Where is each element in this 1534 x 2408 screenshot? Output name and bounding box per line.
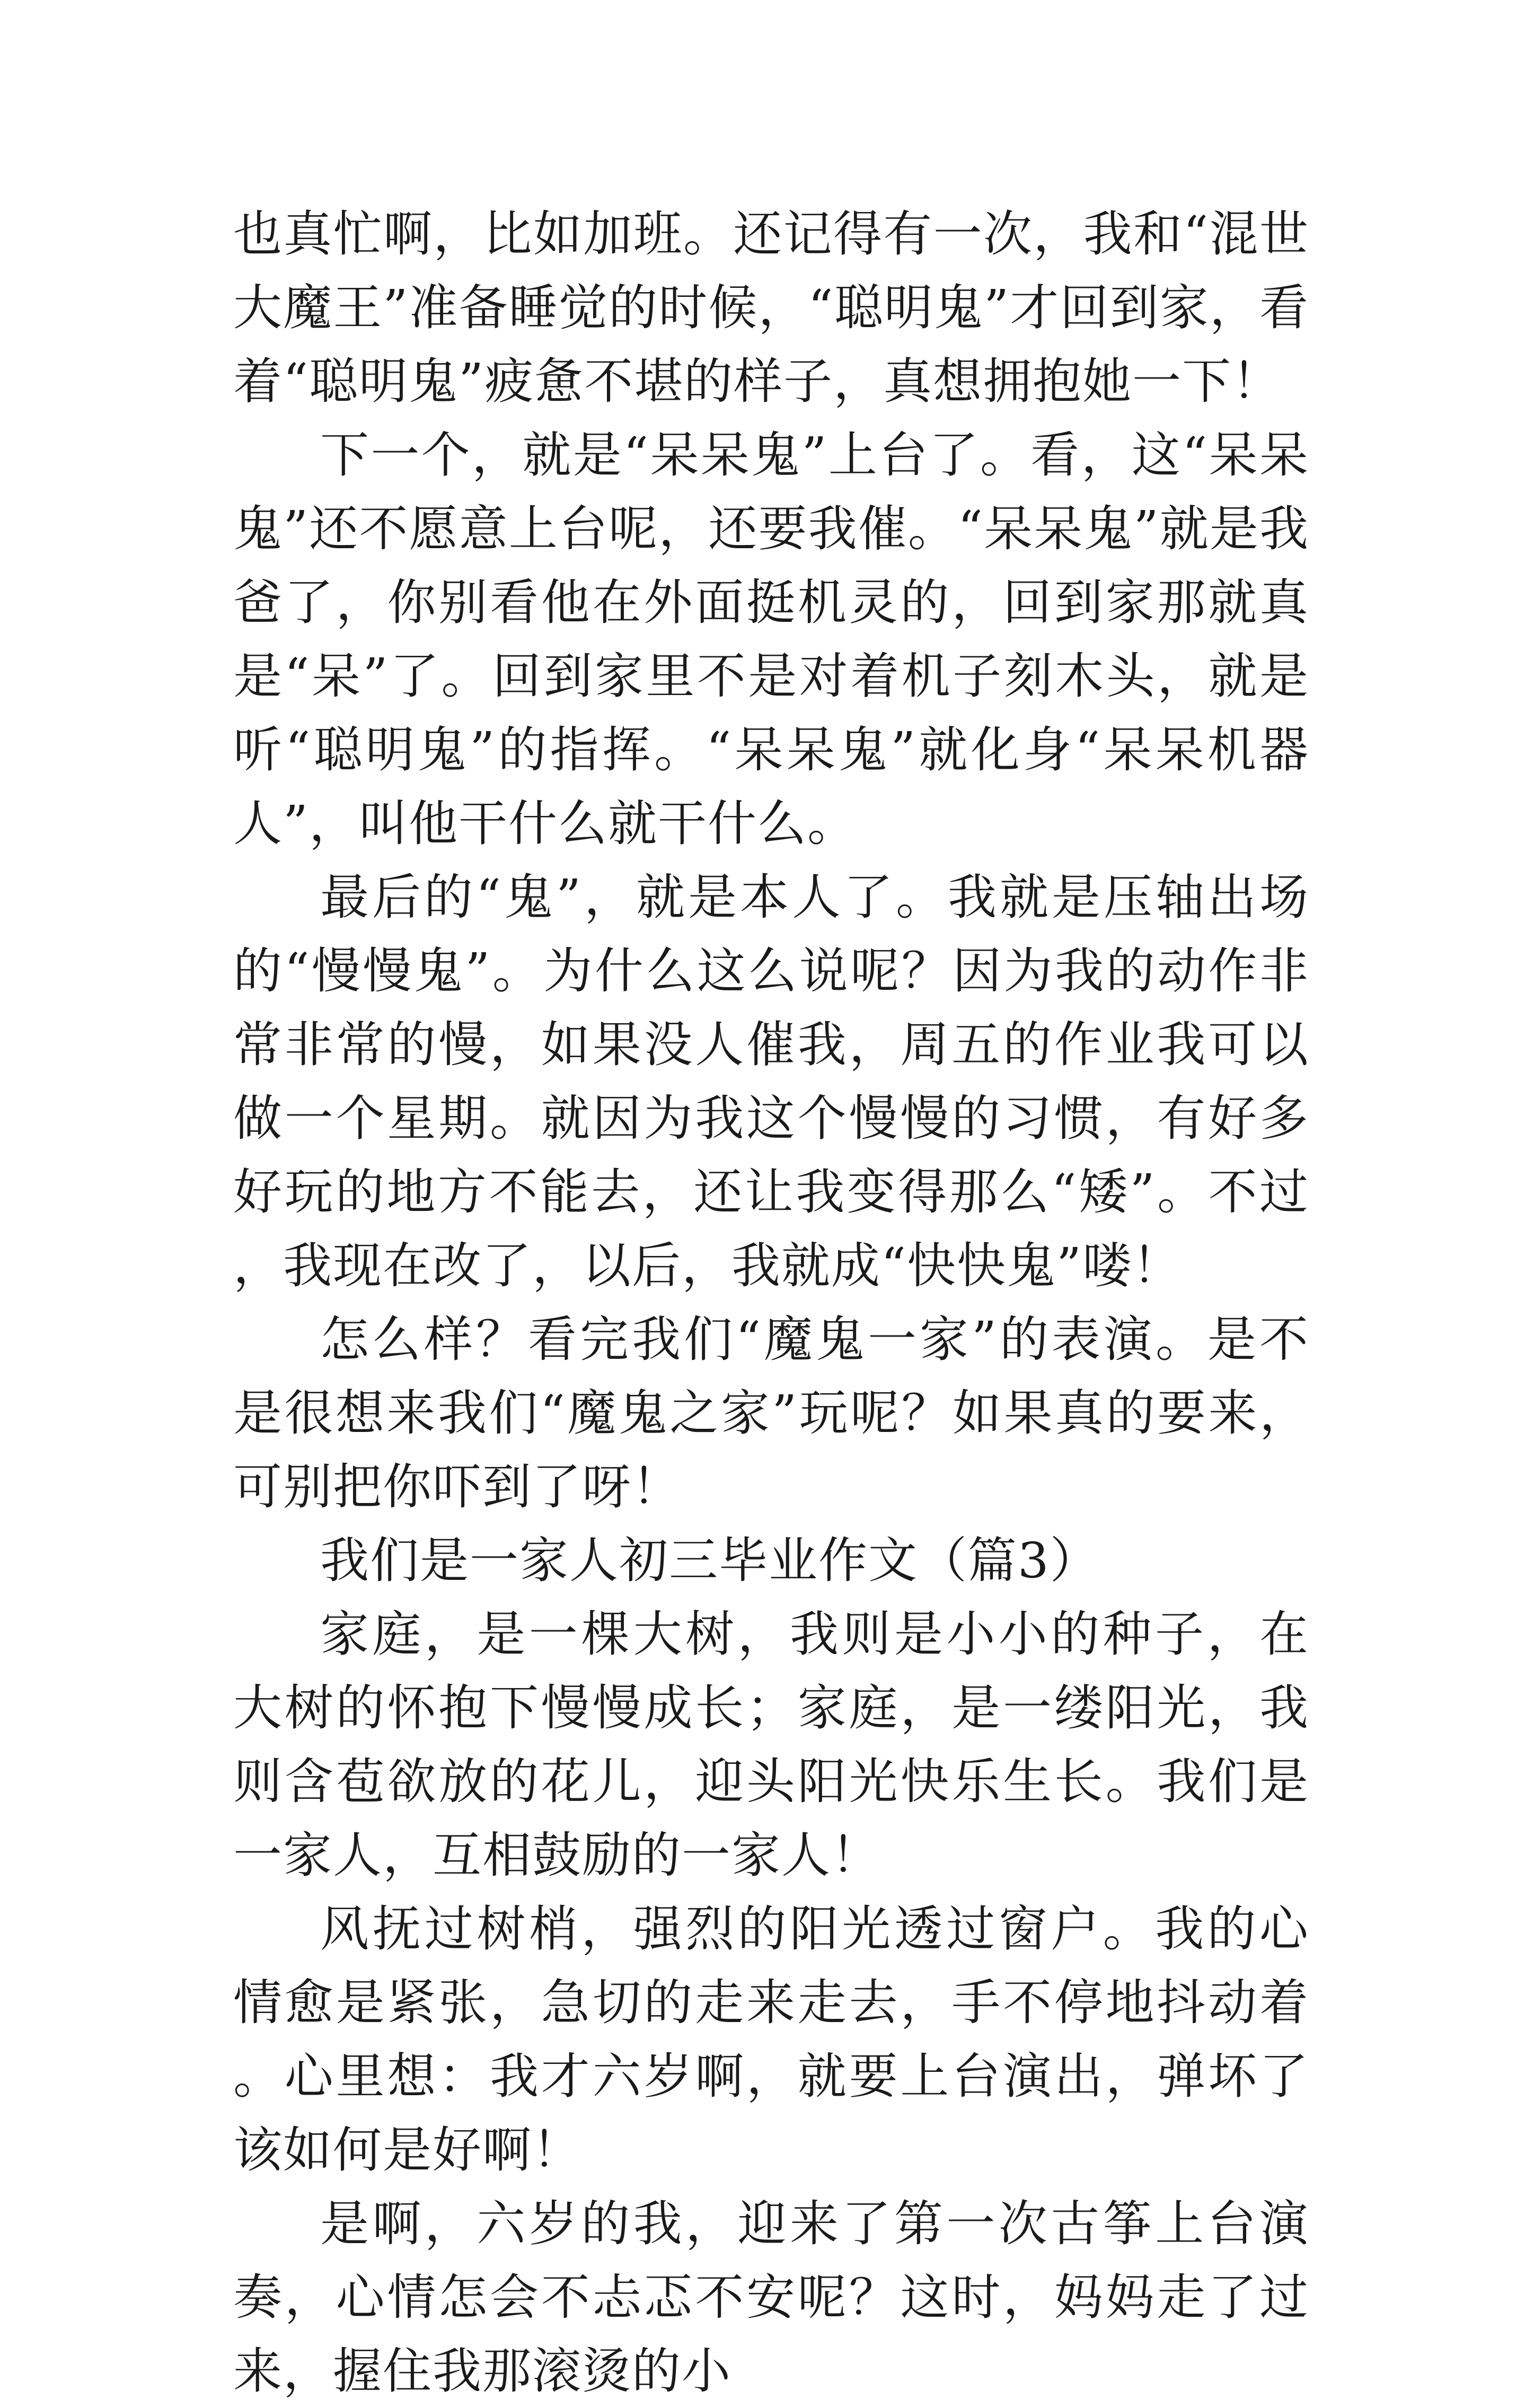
section-heading: 我们是一家人初三毕业作文（篇3）: [320, 1532, 1100, 1589]
paragraph-4: 怎么样？看完我们“魔鬼一家”的表演。是不是很想来我们“魔鬼之家”玩呢？如果真的要来，可别把你吓到了呀！: [233, 1311, 1309, 1515]
paragraph-7: 是啊，六岁的我，迎来了第一次古筝上台演奏，心情怎会不忐忑不安呢？这时，妈妈走了过来，握住我那滚烫的小: [233, 2195, 1309, 2400]
paragraph-5: 家庭，是一棵大树，我则是小小的种子，在大树的怀抱下慢慢成长；家庭，是一缕阳光，我则含苞欲放的花儿，迎头阳光快乐生长。我们是一家人，互相鼓励的一家人！: [233, 1606, 1309, 1884]
paragraph-1: 也真忙啊，比如加班。还记得有一次，我和“混世大魔王”准备睡觉的时候，“聪明鬼”才回到家，看着“聪明鬼”疲惫不堪的样子，真想拥抱她一下！: [233, 206, 1309, 410]
paragraph-3: 最后的“鬼”，就是本人了。我就是压轴出场的“慢慢鬼”。为什么这么说呢？因为我的动作非常非常的慢，如果没人催我，周五的作业我可以做一个星期。就因为我这个慢慢的习惯，有好多好玩的地方不能去，还让我变得那么“矮”。不过，我现在改了，以后，我就成“快快鬼”喽！: [233, 869, 1309, 1294]
document-body: [233, 197, 1309, 2408]
paragraph-2: 下一个，就是“呆呆鬼”上台了。看，这“呆呆鬼”还不愿意上台呢，还要我催。“呆呆鬼”就是我爸了，你别看他在外面挺机灵的，回到家那就真是“呆”了。回到家里不是对着机子刻木头，就是听“聪明鬼”的指挥。“呆呆鬼”就化身“呆呆机器人”，叫他干什么就干什么。: [233, 427, 1309, 852]
paragraph-6: 风抚过树梢，强烈的阳光透过窗户。我的心情愈是紧张，急切的走来走去，手不停地抖动着。心里想：我才六岁啊，就要上台演出，弹坏了该如何是好啊！: [233, 1901, 1309, 2178]
